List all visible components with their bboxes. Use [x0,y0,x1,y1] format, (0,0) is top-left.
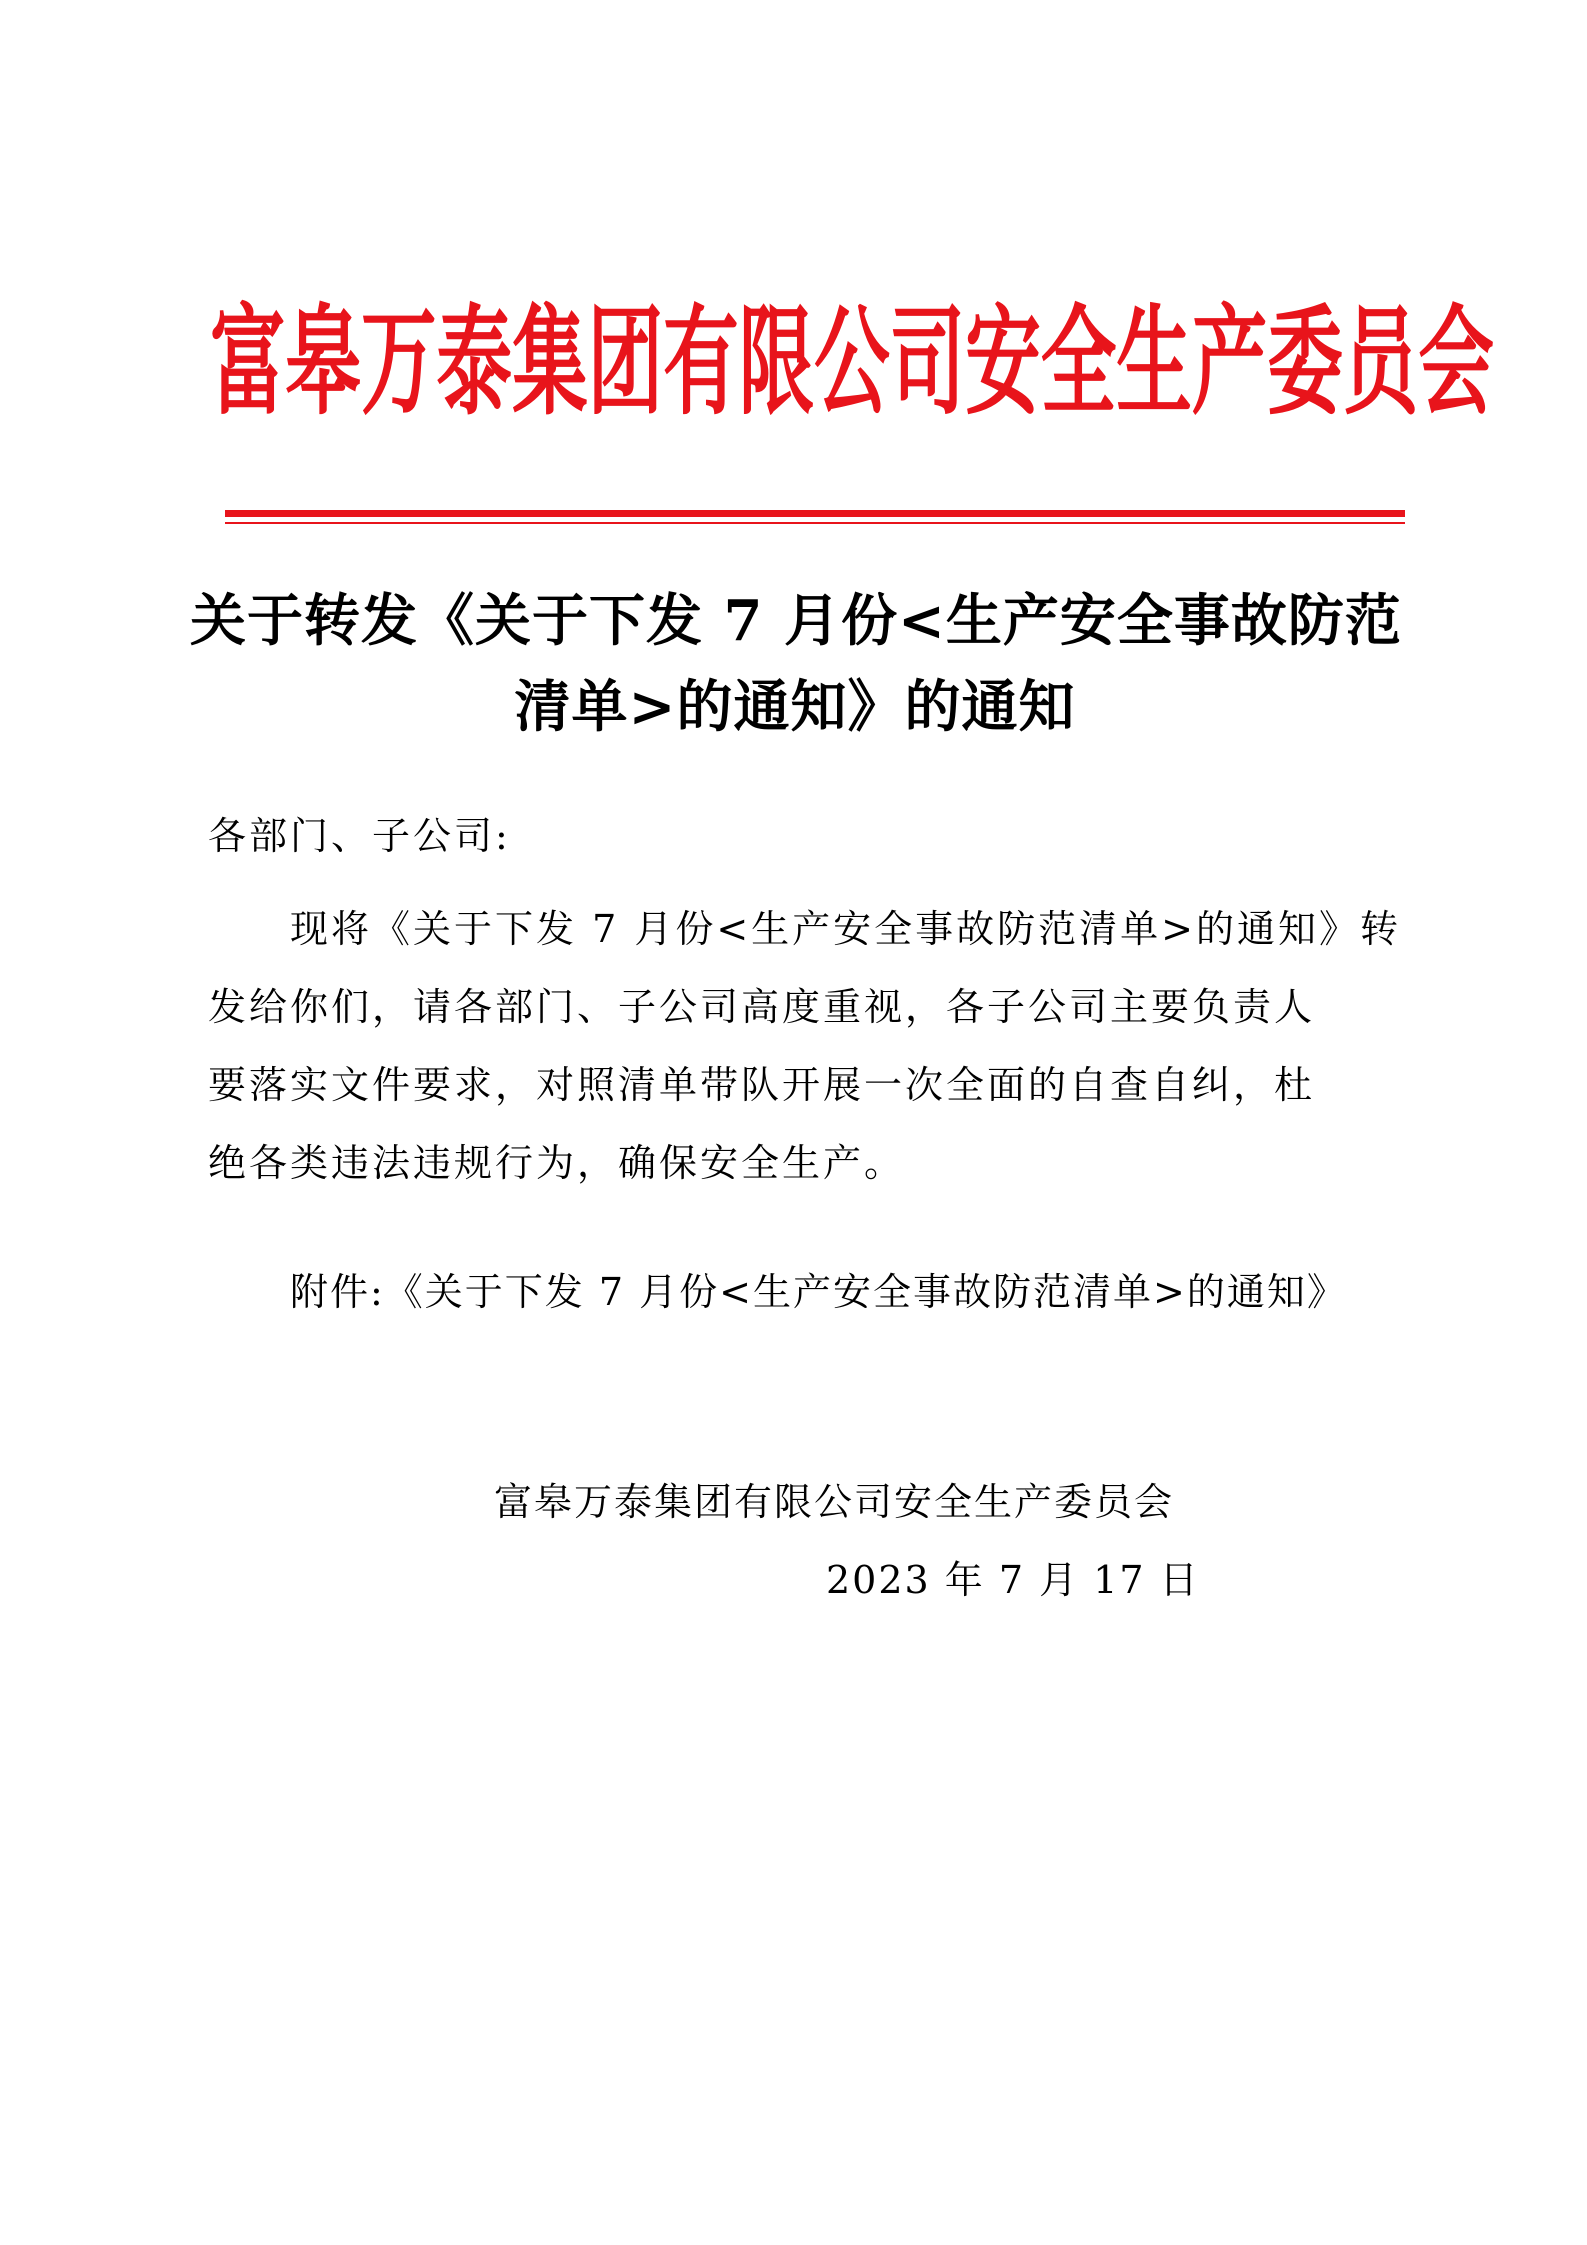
body-paragraph [208,890,1402,1202]
document-title [190,578,1400,750]
body-line-4: 绝各类违法违规行为，确保安全生产。 [208,1141,906,1185]
letterhead-divider-thin [225,522,1405,524]
body-line-1: 现将《关于下发 7 月份<生产安全事故防范清单>的通知》转 [208,907,1402,951]
signature-date: 2023 年 7 月 17 日 [826,1558,1200,1602]
letterhead-divider-thick [225,510,1405,517]
body-line-2: 发给你们，请各部门、子公司高度重视，各子公司主要负责人 [208,985,1316,1029]
attachment-line: 附件:《关于下发 7 月份<生产安全事故防范清单>的通知》 [290,1270,1347,1314]
signature-org: 富皋万泰集团有限公司安全生产委员会 [494,1480,1175,1524]
document-title-line-2: 清单>的通知》的通知 [514,674,1076,740]
document-title-line-1: 关于转发《关于下发 7 月份<生产安全事故防范 [190,588,1402,654]
letterhead-org-name: 富皋万泰集团有限公司安全生产委员会 [210,293,1494,431]
salutation: 各部门、子公司: [208,814,511,858]
body-line-3: 要落实文件要求，对照清单带队开展一次全面的自查自纠，杜 [208,1063,1316,1107]
